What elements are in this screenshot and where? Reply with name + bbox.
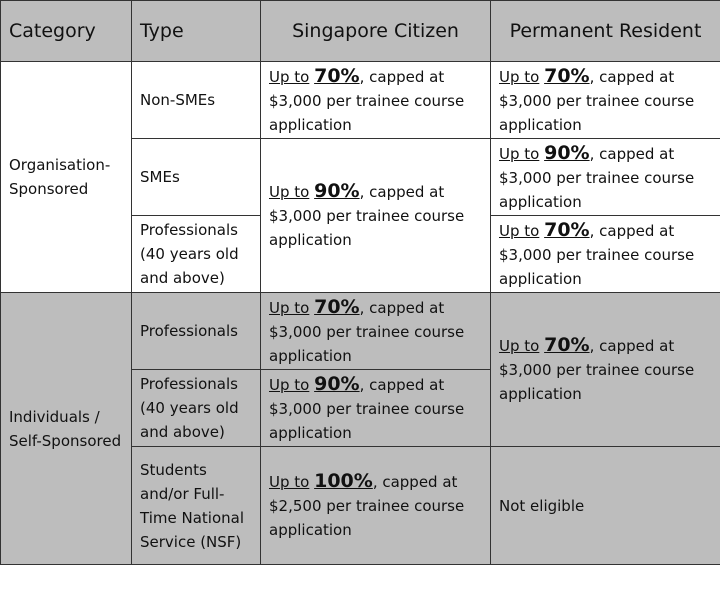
cap-text: , capped at $2,500 per trainee course application: [269, 473, 465, 539]
citizen-smes-prof-cell: [261, 139, 491, 293]
percent-text: 90%: [314, 372, 360, 395]
percent-text: 70%: [544, 218, 590, 241]
header-type: Type: [132, 1, 261, 62]
upto-text: Up to: [269, 298, 310, 317]
upto-text: Up to: [499, 221, 540, 240]
citizen-students-cell: [261, 447, 491, 565]
upto-text: Up to: [269, 473, 310, 491]
table-row: [1, 62, 720, 139]
upto-text: Up to: [499, 67, 540, 86]
pr-prof40-cell: [491, 216, 720, 293]
cap-text: , capped at $3,000 per trainee course application: [269, 375, 465, 442]
header-pr: Permanent Resident: [491, 1, 720, 62]
category-ind: Individuals / Self-Sponsored: [1, 293, 132, 565]
pr-ind-cell: [491, 293, 720, 447]
upto-text: Up to: [269, 183, 310, 201]
percent-text: 90%: [314, 180, 360, 202]
cap-text: , capped at $3,000 per trainee course application: [269, 298, 465, 365]
percent-text: 100%: [314, 470, 373, 492]
upto-text: Up to: [269, 375, 310, 394]
percent-text: 70%: [544, 64, 590, 87]
pr-smes-cell: [491, 139, 720, 216]
percent-text: 70%: [544, 334, 590, 356]
cap-text: , capped at $3,000 per trainee course application: [499, 144, 695, 211]
type-students: Students and/or Full-Time National Service (NSF): [132, 447, 261, 565]
category-org: Organisation-Sponsored: [1, 62, 132, 293]
upto-text: Up to: [499, 337, 540, 355]
type-prof40-ind: Professionals (40 years old and above): [132, 370, 261, 447]
cap-text: , capped at $3,000 per trainee course application: [499, 337, 695, 403]
cap-text: , capped at $3,000 per trainee course application: [269, 183, 465, 249]
upto-text: Up to: [269, 67, 310, 86]
type-prof: Professionals: [132, 293, 261, 370]
header-row: [1, 1, 720, 62]
header-category: Category: [1, 1, 132, 62]
pr-non-smes-cell: [491, 62, 720, 139]
type-non-smes: Non-SMEs: [132, 62, 261, 139]
cap-text: , capped at $3,000 per trainee course application: [499, 221, 695, 288]
cap-text: , capped at $3,000 per trainee course application: [499, 67, 695, 134]
citizen-prof40-cell: [261, 370, 491, 447]
percent-text: 90%: [544, 141, 590, 164]
citizen-non-smes-cell: [261, 62, 491, 139]
header-citizen: Singapore Citizen: [261, 1, 491, 62]
upto-text: Up to: [499, 144, 540, 163]
type-smes: SMEs: [132, 139, 261, 216]
table-row: [1, 293, 720, 370]
pr-students-cell: Not eligible: [491, 447, 720, 565]
type-prof40-org: Professionals (40 years old and above): [132, 216, 261, 293]
cap-text: , capped at $3,000 per trainee course application: [269, 67, 465, 134]
citizen-prof-cell: [261, 293, 491, 370]
percent-text: 70%: [314, 64, 360, 87]
percent-text: 70%: [314, 295, 360, 318]
